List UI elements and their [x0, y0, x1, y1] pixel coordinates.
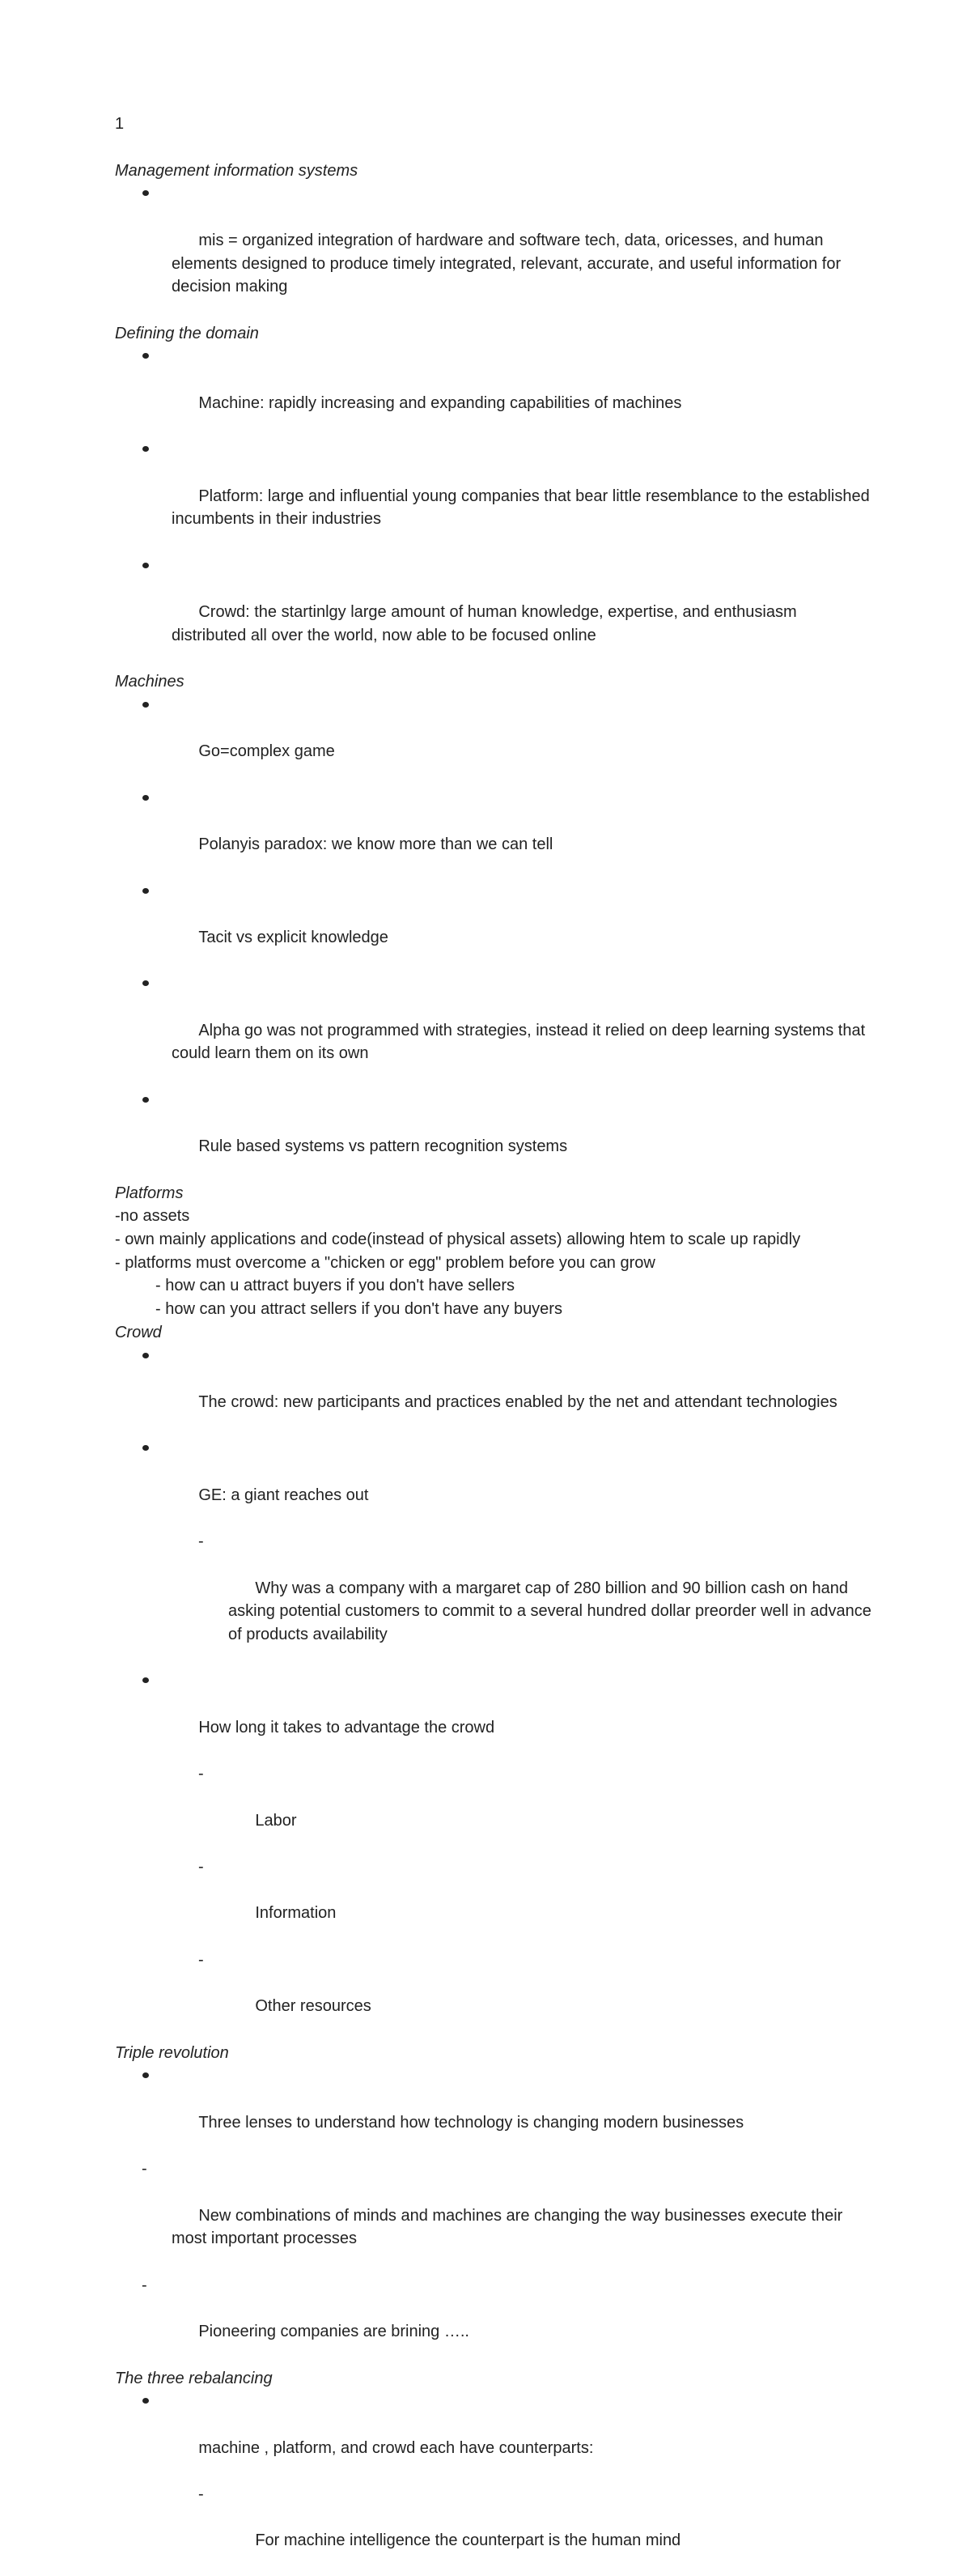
list-item: Machine: rapidly increasing and expanding capabilities of machines: [115, 345, 876, 438]
document-content: [115, 113, 876, 2576]
dash-icon: -: [142, 2276, 147, 2294]
list-item: Crowd: the startinlgy large amount of human knowledge, expertise, and enthusiasm distributed all over the world, now able to be focused online: [115, 555, 876, 671]
text-line-indented: - how can you attract sellers if you don't have any buyers: [155, 1300, 562, 1319]
list-item: mis = organized integration of hardware and software tech, data, oricesses, and human elements designed to produce timely integrated, relevant, accurate, and useful information for decision making: [115, 182, 876, 321]
list-item: GE: a giant reaches out: [115, 1437, 876, 1530]
sub-list-item: - Information: [115, 1855, 876, 1949]
list-item: - Pioneering companies are brining …..: [115, 2274, 876, 2367]
text-line-indented: - how can u attract buyers if you don't have sellers: [155, 1277, 515, 1295]
list-item: - New combinations of minds and machines are changing the way businesses execute their most important processes: [115, 2157, 876, 2274]
sub-list-item: - Why was a company with a margaret cap of 280 billion and 90 billion cash on hand asking potential customers to commit to a several hundred dollar preorder well in advance of products availability: [115, 1530, 876, 1669]
section-heading-machines: Machines: [115, 673, 184, 691]
list-item: Tacit vs explicit knowledge: [115, 880, 876, 973]
bullet-icon: [142, 1345, 150, 1367]
section-heading-mis: Management information systems: [115, 161, 358, 180]
section-heading-platforms: Platforms: [115, 1184, 184, 1202]
bullet-icon: [142, 880, 150, 903]
dash-icon: -: [198, 1765, 204, 1783]
section-heading-crowd: Crowd: [115, 1323, 162, 1341]
text-line: - platforms must overcome a "chicken or egg" problem before you can grow: [115, 1253, 655, 1272]
list-item: Alpha go was not programmed with strategies, instead it relied on deep learning systems that could learn them on its own: [115, 972, 876, 1089]
section-heading-domain: Defining the domain: [115, 324, 259, 342]
dash-icon: -: [198, 1950, 204, 1969]
list-item: The crowd: new participants and practices enabled by the net and attendant technologies: [115, 1345, 876, 1438]
dash-icon: -: [198, 1532, 204, 1551]
section-heading-triple: Triple revolution: [115, 2043, 229, 2062]
bullet-icon: [142, 972, 150, 995]
bullet-icon: [142, 1089, 150, 1112]
sub-list-item: - Labor: [115, 1762, 876, 1855]
list-item: Platform: large and influential young companies that bear little resemblance to the established incumbents in their industries: [115, 438, 876, 555]
text-line: - own mainly applications and code(instead of physical assets) allowing htem to scale up rapidly: [115, 1231, 801, 1249]
list-item: Go=complex game: [115, 694, 876, 787]
bullet-icon: [142, 438, 150, 461]
list-item: Rule based systems vs pattern recognition systems: [115, 1089, 876, 1182]
section-heading-rebalancing: The three rebalancing: [115, 2369, 273, 2387]
list-item: Polanyis paradox: we know more than we can tell: [115, 787, 876, 880]
sub-list-item: - Other resources: [115, 1949, 876, 2042]
bullet-icon: [142, 1437, 150, 1460]
bullet-icon: [142, 2390, 150, 2412]
list-item: Three lenses to understand how technology is changing modern businesses: [115, 2064, 876, 2157]
dash-icon: -: [142, 2160, 147, 2179]
sub-list-item: - For machine intelligence the counterpart is the human mind: [115, 2483, 876, 2576]
page-number: 1: [115, 115, 125, 133]
bullet-icon: [142, 1669, 150, 1692]
bullet-icon: [142, 182, 150, 205]
bullet-icon: [142, 694, 150, 716]
list-item: How long it takes to advantage the crowd: [115, 1669, 876, 1762]
bullet-icon: [142, 345, 150, 368]
dash-icon: -: [198, 2485, 204, 2504]
dash-icon: -: [198, 1858, 204, 1877]
list-item: machine , platform, and crowd each have counterparts:: [115, 2390, 876, 2483]
text-line: -no assets: [115, 1207, 190, 1226]
bullet-icon: [142, 787, 150, 810]
bullet-icon: [142, 555, 150, 577]
bullet-icon: [142, 2064, 150, 2087]
